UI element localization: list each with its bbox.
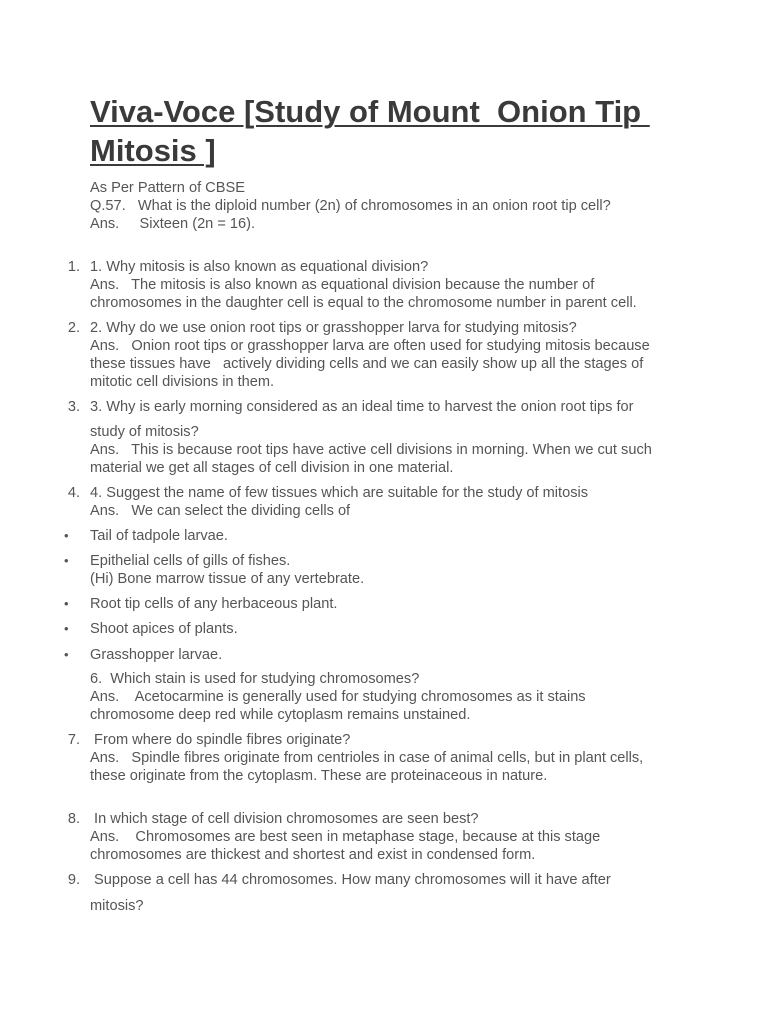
item-line: material we get all stages of cell division in one material.: [90, 460, 454, 476]
item-line: In which stage of cell division chromosomes are seen best?: [90, 811, 479, 827]
item-line: mitosis?: [90, 898, 144, 914]
item-line: these tissues have actively dividing cells and we can easily show up all the stages of: [90, 356, 644, 372]
item-line: study of mitosis?: [90, 424, 199, 440]
list-number: 9.: [67, 872, 80, 888]
item-line: chromosomes in the daughter cell is equal to the chromosome number in parent cell.: [90, 295, 637, 311]
answer-57: Ans. Sixteen (2n = 16).: [90, 216, 256, 232]
item-line: mitotic cell divisions in them.: [90, 374, 275, 390]
bullet-icon: •: [64, 528, 69, 543]
list-number: 3.: [67, 399, 80, 415]
item-line: chromosome deep red while cytoplasm remains unstained.: [90, 707, 471, 723]
bullet-item: Root tip cells of any herbaceous plant.: [90, 596, 338, 612]
list-number: 1.: [67, 259, 80, 275]
bullet-icon: •: [64, 621, 69, 636]
item-line: Suppose a cell has 44 chromosomes. How many chromosomes will it have after: [90, 872, 611, 888]
item-line: 3. Why is early morning considered as an ideal time to harvest the onion root tips for: [90, 399, 634, 415]
item-line: chromosomes are thickest and shortest and exist in condensed form.: [90, 847, 536, 863]
title-line-1: Viva-Voce [Study of Mount Onion Tip: [90, 94, 650, 129]
bullet-item: Grasshopper larvae.: [90, 647, 223, 663]
item-line: these originate from the cytoplasm. These are proteinaceous in nature.: [90, 768, 548, 784]
bullet-icon: •: [64, 647, 69, 662]
item-line: Ans. Acetocarmine is generally used for studying chromosomes as it stains: [90, 689, 586, 705]
list-number: 4.: [67, 485, 80, 501]
title-line-2: Mitosis ]: [90, 133, 216, 168]
item-line: Ans. Chromosomes are best seen in metaphase stage, because at this stage: [90, 829, 601, 845]
item-line: 4. Suggest the name of few tissues which are suitable for the study of mitosis: [90, 485, 589, 501]
item-line: 6. Which stain is used for studying chromosomes?: [90, 671, 420, 687]
list-number: 8.: [67, 811, 80, 827]
bullet-icon: •: [64, 553, 69, 568]
bullet-item: (Hi) Bone marrow tissue of any vertebrate.: [90, 571, 365, 587]
list-number: 7.: [67, 732, 80, 748]
item-line: From where do spindle fibres originate?: [90, 732, 351, 748]
pattern-note: As Per Pattern of CBSE: [90, 180, 245, 196]
item-line: Ans. This is because root tips have active cell divisions in morning. When we cut such: [90, 442, 652, 458]
item-line: 2. Why do we use onion root tips or grasshopper larva for studying mitosis?: [90, 320, 577, 336]
bullet-item: Tail of tadpole larvae.: [90, 528, 228, 544]
question-57: Q.57. What is the diploid number (2n) of chromosomes in an onion root tip cell?: [90, 198, 611, 214]
list-number: 2.: [67, 320, 80, 336]
bullet-icon: •: [64, 596, 69, 611]
item-line: Ans. The mitosis is also known as equational division because the number of: [90, 277, 595, 293]
item-line: Ans. Onion root tips or grasshopper larva are often used for studying mitosis because: [90, 338, 650, 354]
item-line: 1. Why mitosis is also known as equational division?: [90, 259, 429, 275]
item-line: Ans. Spindle fibres originate from centrioles in case of animal cells, but in plant cells,: [90, 750, 644, 766]
item-line: Ans. We can select the dividing cells of: [90, 503, 351, 519]
page-title: [90, 92, 690, 170]
bullet-item: Epithelial cells of gills of fishes.: [90, 553, 291, 569]
bullet-item: Shoot apices of plants.: [90, 621, 238, 637]
